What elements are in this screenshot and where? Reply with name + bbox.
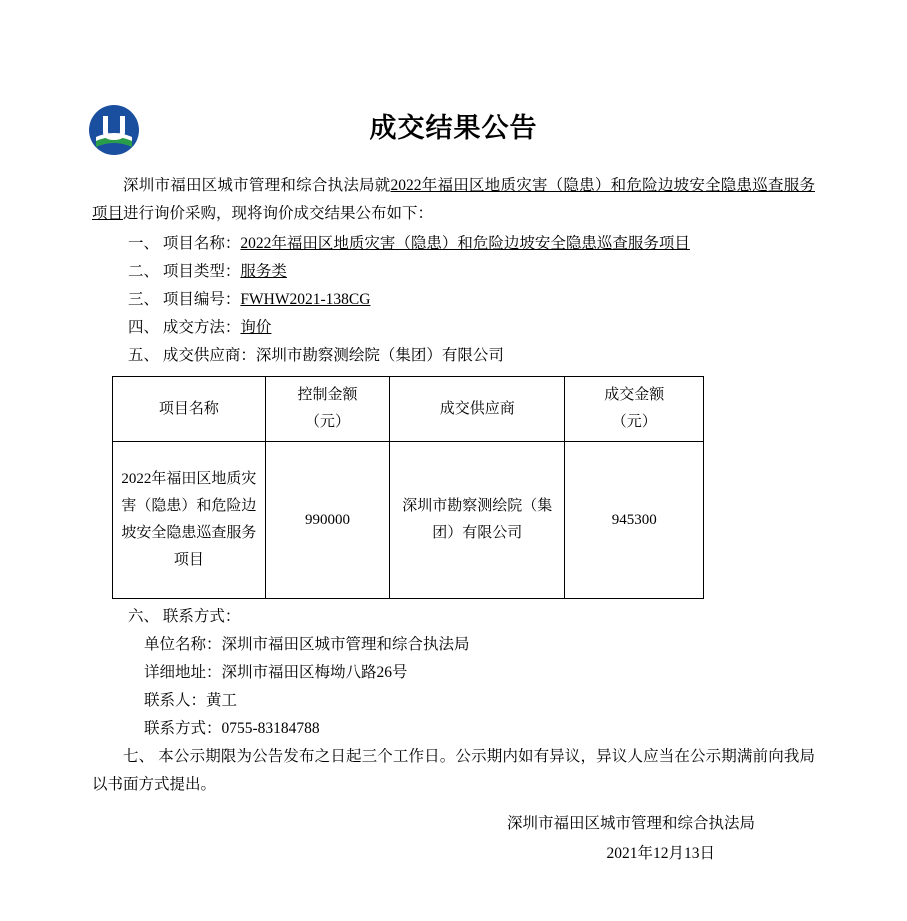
item-number: 三、	[128, 291, 160, 308]
table-header-row	[113, 377, 704, 442]
item-value: FWHW2021-138CG	[240, 291, 371, 308]
contact-label: 联系方式：	[144, 720, 222, 737]
contact-value: 深圳市福田区城市管理和综合执法局	[221, 636, 470, 653]
item-number: 二、	[128, 263, 160, 280]
item-number: 五、	[128, 347, 160, 364]
header-line-1: 成交供应商	[439, 400, 515, 417]
intro-after: 进行询价采购，现将询价成交结果公布如下：	[123, 205, 434, 222]
document-page	[0, 96, 907, 921]
notice-paragraph	[92, 743, 815, 799]
contact-address	[92, 659, 815, 687]
signature-block	[92, 809, 815, 869]
contact-org-name	[92, 631, 815, 659]
item-label: 项目名称：	[162, 235, 241, 252]
table-header	[113, 377, 704, 442]
header-line-2: （元）	[304, 414, 350, 430]
contact-label: 详细地址：	[144, 664, 222, 681]
item-label: 项目编号：	[162, 291, 241, 308]
cell-project-name: 2022年福田区地质灾害（隐患）和危险边坡安全隐患巡查服务项目	[113, 442, 266, 599]
cell-control-amount: 990000	[265, 442, 389, 599]
column-header-award-amount	[565, 377, 704, 442]
intro-project-name: 2022年福田区地质灾害（隐患）和危险边坡安全隐患巡查服务项目	[92, 177, 815, 222]
document-header	[0, 96, 907, 172]
contact-value: 黄工	[206, 692, 238, 709]
item-supplier	[92, 342, 815, 370]
item-number: 七、	[123, 748, 155, 765]
item-value: 2022年福田区地质灾害（隐患）和危险边坡安全隐患巡查服务项目	[240, 235, 690, 252]
item-value: 深圳市勘察测绘院（集团）有限公司	[255, 347, 504, 364]
item-number: 六、	[128, 608, 160, 625]
header-line-1: 控制金额	[297, 387, 358, 403]
item-value: 服务类	[240, 263, 287, 280]
item-number: 四、	[128, 319, 160, 336]
page-title: 成交结果公告	[369, 113, 538, 143]
contact-value: 0755-83184788	[221, 720, 320, 737]
item-label: 项目类型：	[162, 263, 241, 280]
item-label: 联系方式：	[162, 608, 241, 625]
item-award-method	[92, 314, 815, 342]
notice-text: 本公示期限为公告发布之日起三个工作日。公示期内如有异议，异议人应当在公示期满前向我局以书面方式提出。	[92, 748, 815, 793]
cell-award-amount: 945300	[565, 442, 704, 599]
header-line-1: 项目名称	[158, 400, 219, 417]
item-contact-heading	[92, 603, 815, 631]
contact-phone	[92, 715, 815, 743]
item-project-type	[92, 258, 815, 286]
table-body	[113, 442, 704, 599]
intro-paragraph	[92, 172, 815, 228]
item-value: 询价	[240, 319, 272, 336]
header-line-1: 成交金额	[604, 387, 665, 403]
intro-before: 深圳市福田区城市管理和综合执法局就	[123, 177, 391, 194]
cell-supplier: 深圳市勘察测绘院（集团）有限公司	[390, 442, 565, 599]
header-line-2: （元）	[611, 414, 657, 430]
contact-label: 联系人：	[144, 692, 207, 709]
contact-person	[92, 687, 815, 715]
column-header-control-amount	[265, 377, 389, 442]
item-project-name	[92, 230, 815, 258]
award-result-table	[112, 376, 704, 599]
signature-org: 深圳市福田区城市管理和综合执法局	[506, 815, 755, 832]
item-label: 成交方法：	[162, 319, 241, 336]
item-number: 一、	[128, 235, 160, 252]
column-header-supplier	[390, 377, 565, 442]
column-header-project-name	[113, 377, 266, 442]
contact-value: 深圳市福田区梅坳八路26号	[221, 664, 408, 681]
contact-label: 单位名称：	[144, 636, 222, 653]
item-label: 成交供应商：	[162, 347, 256, 364]
item-project-code	[92, 286, 815, 314]
document-body	[0, 172, 907, 869]
signature-date: 2021年12月13日	[606, 845, 715, 862]
table-row	[113, 442, 704, 599]
city-management-bureau-logo	[88, 104, 140, 156]
